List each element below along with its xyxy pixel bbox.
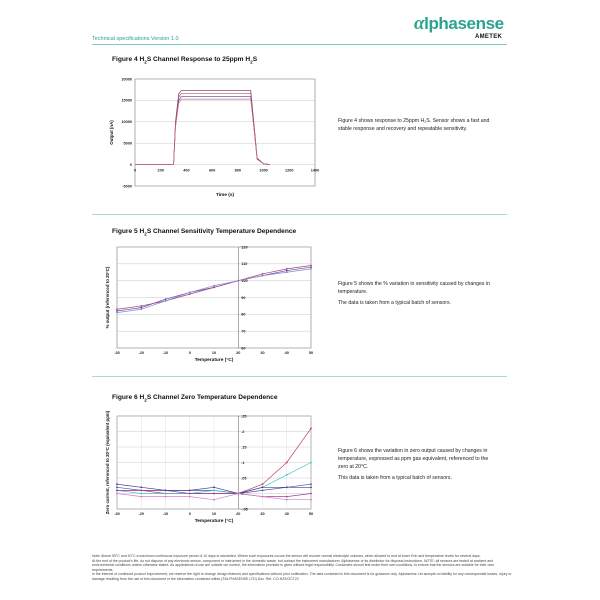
data-point xyxy=(262,490,264,492)
data-point xyxy=(262,275,264,277)
ametek-logo: AMETEK xyxy=(475,34,503,40)
x-tick-label: 0 xyxy=(188,512,191,516)
x-tick-label: 1000 xyxy=(259,168,268,173)
y-tick-label: .1 xyxy=(241,460,245,465)
data-point xyxy=(310,428,312,430)
x-tick-label: -20 xyxy=(138,512,144,516)
y-tick-label: -.05 xyxy=(241,507,248,512)
x-tick-label: -10 xyxy=(162,351,169,355)
x-tick-label: -20 xyxy=(138,351,144,355)
y-axis-label: % output (referenced to 20°C) xyxy=(105,266,110,329)
data-point xyxy=(213,287,215,289)
x-tick-label: 200 xyxy=(157,168,164,173)
x-axis-label: Temperature (°C) xyxy=(194,519,234,524)
figure-6-desc-para: Figure 6 shows the variation in zero output caused by changes in temperature, expressed as ppm gas equivalent, referenced to the zero at 20°C. xyxy=(338,448,489,470)
data-point xyxy=(213,499,215,501)
data-point xyxy=(116,312,118,314)
y-tick-label: .25 xyxy=(241,414,247,419)
x-tick-label: -30 xyxy=(114,351,120,355)
x-tick-label: 0 xyxy=(133,168,137,173)
x-tick-label: 0 xyxy=(188,351,191,355)
document-subtitle: Technical specifications Version 1.0 xyxy=(92,36,179,42)
data-point xyxy=(286,474,288,476)
y-tick-label: 15000 xyxy=(121,98,132,103)
data-point xyxy=(310,265,312,267)
data-point xyxy=(189,496,191,498)
x-tick-label: 20 xyxy=(236,512,241,516)
data-point xyxy=(116,486,118,488)
y-tick-label: 60 xyxy=(241,346,246,351)
figure-6-title: Figure 6 $H_2S$ Channel Zero Temperature Dependence xyxy=(112,394,278,403)
data-point xyxy=(116,308,118,310)
y-tick-label: -5000 xyxy=(122,184,132,189)
figure-5-desc-para: The data is taken from a typical batch of sensors. xyxy=(338,300,452,306)
x-axis-label: Temperature (°C) xyxy=(194,358,234,363)
data-point xyxy=(116,493,118,495)
figure-6-desc-para: This data is taken from a typical batch of sensors. xyxy=(338,475,452,481)
data-point xyxy=(286,499,288,501)
x-tick-label: 50 xyxy=(308,512,314,516)
data-point xyxy=(286,462,288,464)
y-tick-label: 120 xyxy=(241,245,248,250)
data-point xyxy=(140,490,142,492)
data-point xyxy=(140,305,142,307)
data-point xyxy=(189,490,191,492)
x-tick-label: 600 xyxy=(208,168,216,173)
footer-note: At the end of the product's life, do not dispose of any electronic sensor, component or instrument in the domestic waste, but contact the instrument manufacturer, Alphasense or its distributor for disposal instructions. NOTE: all sensors are tested at ambient and environmental conditions unless otherwise stated. As applications of use are outside our control, the information provided is given without legal responsibility. Customers should test under their own conditions, to ensure that the sensors are suitable for their own requirements. xyxy=(92,558,494,572)
data-point xyxy=(237,280,239,282)
data-point xyxy=(310,266,312,268)
figure-4-desc-para: Figure 4 shows response to 25ppm H₂S. Sensor shows a fast and stable response and recovery and repeatable sensitivity. xyxy=(338,118,490,132)
data-point xyxy=(262,496,264,498)
x-tick-label: 40 xyxy=(284,351,289,355)
data-point xyxy=(262,273,264,275)
y-tick-label: .2 xyxy=(241,429,245,434)
x-tick-label: 800 xyxy=(234,168,242,173)
data-point xyxy=(310,268,312,270)
data-point xyxy=(165,300,167,302)
y-tick-label: 0 xyxy=(241,491,244,496)
x-tick-label: 1200 xyxy=(285,168,294,173)
x-tick-label: 30 xyxy=(260,351,265,355)
figure-5-desc-para: Figure 5 shows the % variation in sensitivity caused by changes in temperature. xyxy=(338,281,490,295)
x-tick-label: 40 xyxy=(284,512,289,516)
data-point xyxy=(140,496,142,498)
data-point xyxy=(310,483,312,485)
figure-5-title: Figure 5 $H_2S$ Channel Sensitivity Temperature Dependence xyxy=(112,228,297,237)
data-point xyxy=(165,298,167,300)
data-point xyxy=(310,493,312,495)
data-point xyxy=(140,493,142,495)
footer-note: Note: Above 55°C and 40°C a maximum continuous exposure period of 10 days is warranted. Where such exposures occurs the sensor will recover normal electrolyte volumes, when allowed to rest at lower Enh and temperature levels for several days. xyxy=(92,554,481,558)
y-tick-label: 80 xyxy=(241,312,246,317)
y-tick-label: 10000 xyxy=(121,120,132,125)
data-point xyxy=(140,308,142,310)
data-point xyxy=(310,486,312,488)
x-tick-label: 20 xyxy=(236,351,241,355)
x-tick-label: 10 xyxy=(211,351,217,355)
y-tick-label: .05 xyxy=(241,476,247,481)
data-point xyxy=(213,486,215,488)
data-point xyxy=(286,271,288,273)
y-tick-label: 90 xyxy=(241,295,246,300)
logo-text: lphasense xyxy=(424,14,504,33)
data-point xyxy=(286,270,288,272)
x-axis-label: Time (s) xyxy=(215,193,235,198)
data-point xyxy=(165,490,167,492)
data-point xyxy=(213,493,215,495)
data-point xyxy=(116,483,118,485)
data-point xyxy=(140,307,142,309)
data-point xyxy=(213,490,215,492)
data-point xyxy=(165,493,167,495)
y-tick-label: 100 xyxy=(241,278,248,283)
data-point xyxy=(310,462,312,464)
x-tick-label: 1400 xyxy=(310,168,320,173)
y-tick-label: 0 xyxy=(129,162,132,167)
y-axis-label: Zero current, referenced to 20°C (equivalent ppm) xyxy=(105,410,110,515)
data-point xyxy=(189,493,191,495)
data-point xyxy=(237,493,239,495)
data-point xyxy=(310,499,312,501)
data-point xyxy=(262,486,264,488)
data-point xyxy=(165,496,167,498)
x-tick-label: -30 xyxy=(114,512,120,516)
y-tick-label: 70 xyxy=(241,329,246,334)
data-point xyxy=(140,486,142,488)
y-tick-label: 110 xyxy=(241,262,248,267)
footer-notes xyxy=(92,554,512,582)
x-tick-label: 50 xyxy=(308,351,314,355)
data-point xyxy=(213,285,215,287)
figure-4-title: Figure 4 $H_2S$ Channel Response to 25ppm $H_2S$ xyxy=(112,56,258,65)
data-point xyxy=(286,268,288,270)
x-tick-label: 10 xyxy=(211,512,217,516)
data-point xyxy=(262,483,264,485)
data-point xyxy=(116,490,118,492)
x-tick-label: -10 xyxy=(162,512,169,516)
logo-alpha: α xyxy=(414,13,425,34)
data-point xyxy=(189,292,191,294)
x-tick-label: 30 xyxy=(260,512,265,516)
y-tick-label: 5000 xyxy=(123,141,132,146)
y-tick-label: 20000 xyxy=(121,77,132,82)
y-tick-label: .15 xyxy=(241,445,247,450)
data-point xyxy=(189,293,191,295)
data-point xyxy=(286,496,288,498)
y-axis-label: Output (nA) xyxy=(109,120,114,145)
x-tick-label: 400 xyxy=(183,168,190,173)
data-point xyxy=(116,310,118,312)
footer-note: In the interest of continued product improvement, we reserve the right to change design features and specifications without prior notification. The data contained in this document is for guidance only. Alphasense Ltd accepts no liability for any consequential losses, injury or damage resulting from the use of this document or the information contained within.(©ALPHASENSE LTD) Doc. Ref. CO-H2S/OCT22 xyxy=(92,572,512,581)
data-point xyxy=(286,486,288,488)
